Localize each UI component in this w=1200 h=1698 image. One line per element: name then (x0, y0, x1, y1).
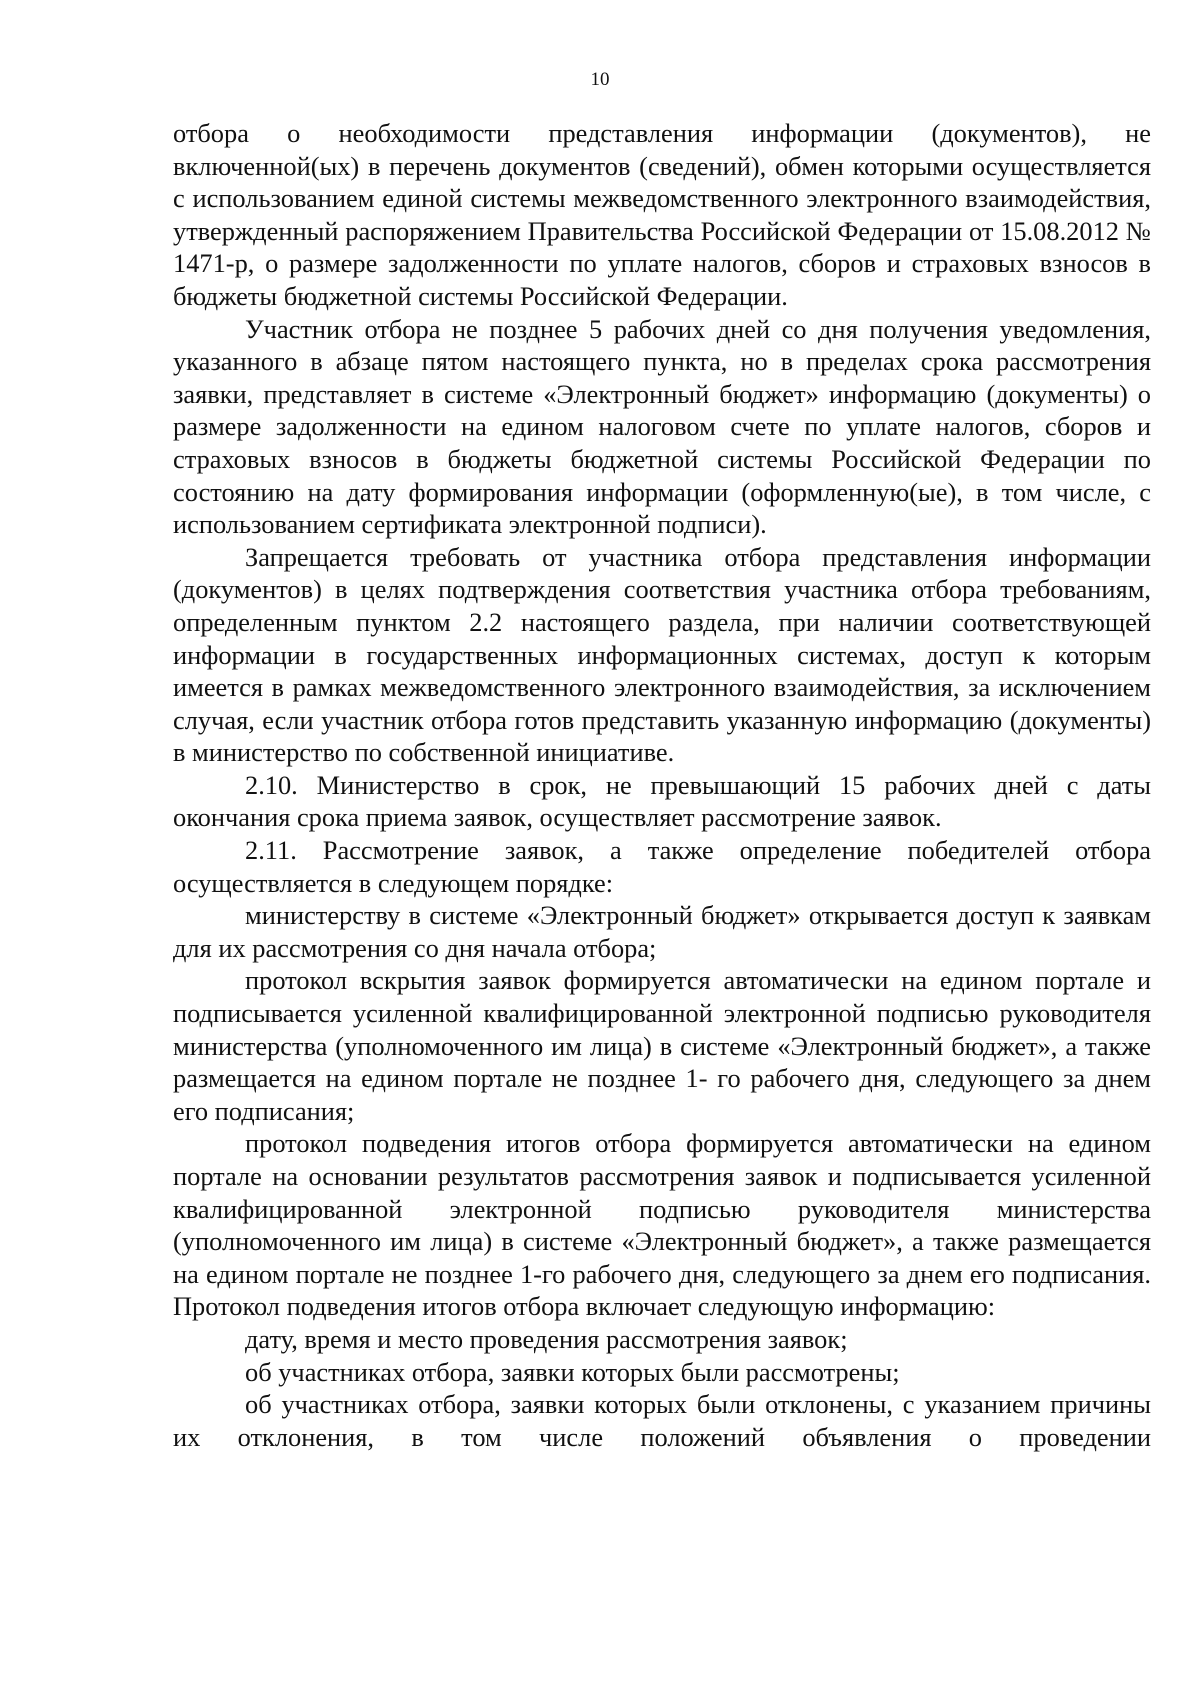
page-number: 10 (590, 69, 610, 90)
paragraph: 2.11. Рассмотрение заявок, а также определение победителей отбора осуществляется в следующем порядке: (173, 835, 1151, 898)
paragraph: об участниках отбора, заявки которых были отклонены, с указанием причины их отклонения, в том числе положений объявления о проведении (173, 1389, 1151, 1452)
paragraph: протокол подведения итогов отбора формируется автоматически на едином портале на основании результатов рассмотрения заявок и подписывается усиленной квалифицированной электронной подписью руководителя министерства (уполномоченного им лица) в системе «Электронный бюджет», а также размещается на едином портале не позднее 1-го рабочего дня, следующего за днем его подписания. Протокол подведения итогов отбора включает следующую информацию: (173, 1128, 1151, 1322)
paragraph: отбора о необходимости представления информации (документов), не включенной(ых) в перечень документов (сведений), обмен которыми осуществляется с использованием единой системы межведомственного электронного взаимодействия, утвержденный распоряжением Правительства Российской Федерации от 15.08.2012 № 1471-р, о размере задолженности по уплате налогов, сборов и страховых взносов в бюджеты бюджетной системы Российской Федерации. (173, 118, 1151, 311)
paragraph: министерству в системе «Электронный бюджет» открывается доступ к заявкам для их рассмотрения со дня начала отбора; (173, 900, 1151, 963)
document-body (173, 117, 1151, 1453)
paragraph: дату, время и место проведения рассмотрения заявок; (245, 1323, 848, 1354)
paragraph: об участниках отбора, заявки которых были рассмотрены; (245, 1356, 900, 1387)
paragraph: Участник отбора не позднее 5 рабочих дней со дня получения уведомления, указанного в абзаце пятом настоящего пункта, но в пределах срока рассмотрения заявки, представляет в системе «Электронный бюджет» информацию (документы) о размере задолженности на едином налоговом счете по уплате налогов, сборов и страховых взносов в бюджеты бюджетной системы Российской Федерации по состоянию на дату формирования информации (оформленную(ые), в том числе, с использованием сертификата электронной подписи). (173, 313, 1151, 540)
paragraph: 2.10. Министерство в срок, не превышающий 15 рабочих дней с даты окончания срока приема заявок, осуществляет рассмотрение заявок. (173, 769, 1151, 833)
paragraph: Запрещается требовать от участника отбора представления информации (документов) в целях подтверждения соответствия участника отбора требованиям, определенным пунктом 2.2 настоящего раздела, при наличии соответствующей информации в государственных информационных системах, доступ к которым имеется в рамках межведомственного электронного взаимодействия, за исключением случая, если участник отбора готов представить указанную информацию (документы) в министерство по собственной инициативе. (173, 541, 1151, 768)
paragraph: протокол вскрытия заявок формируется автоматически на едином портале и подписывается усиленной квалифицированной электронной подписью руководителя министерства (уполномоченного им лица) в системе «Электронный бюджет», а также размещается на едином портале не позднее 1- го рабочего дня, следующего за днем его подписания; (173, 965, 1151, 1126)
